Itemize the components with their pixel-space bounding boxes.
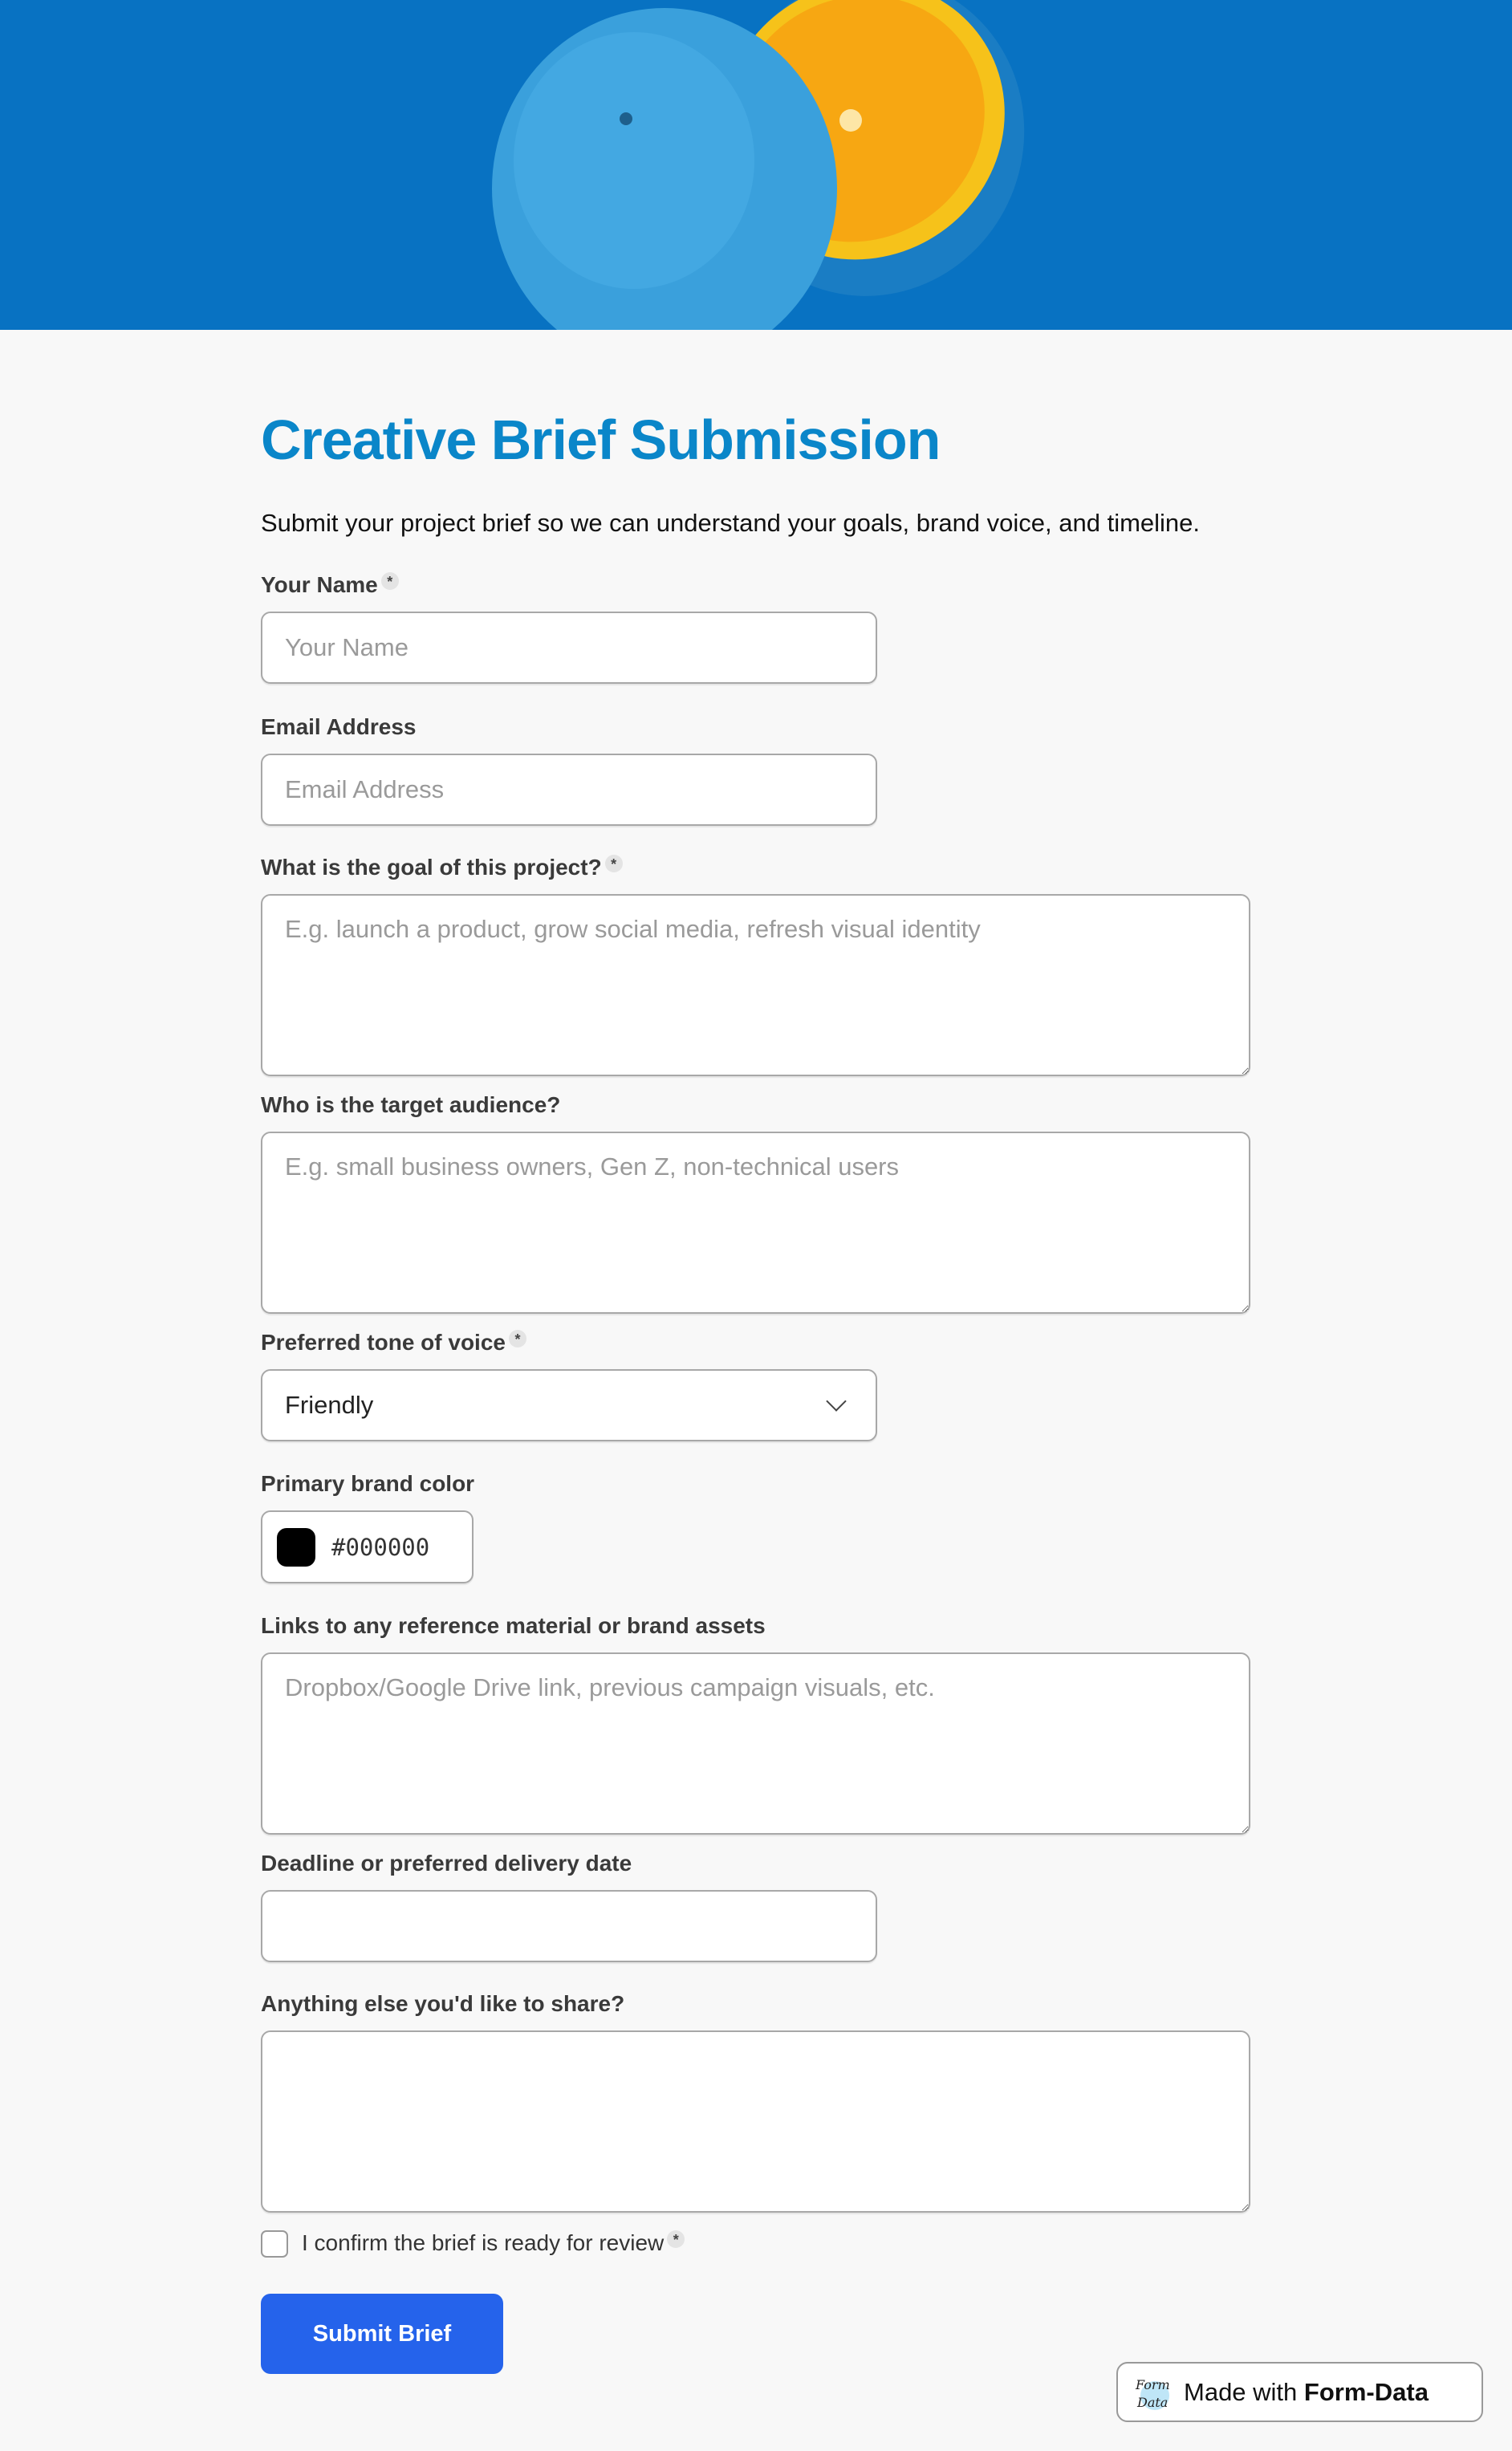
email-label: Email Address [261,714,417,739]
links-textarea[interactable] [261,1652,1250,1835]
confirm-checkbox[interactable] [261,2230,288,2258]
other-label: Anything else you'd like to share? [261,1991,625,2016]
page-title: Creative Brief Submission [261,408,941,471]
color-swatch [277,1528,315,1567]
required-indicator: * [509,1330,526,1347]
submit-button[interactable]: Submit Brief [261,2294,503,2374]
brand-color-label: Primary brand color [261,1471,475,1496]
other-textarea[interactable] [261,2030,1250,2213]
audience-textarea[interactable] [261,1132,1250,1314]
deadline-label: Deadline or preferred delivery date [261,1851,632,1876]
goal-label: What is the goal of this project? * [261,855,623,880]
tone-select[interactable] [261,1369,877,1441]
color-hex-value: #000000 [331,1533,430,1561]
page-description: Submit your project brief so we can understand your goals, brand voice, and timeline. [261,509,1201,537]
tone-label: Preferred tone of voice * [261,1330,526,1356]
badge-brand: Form-Data [1303,2377,1429,2406]
required-indicator: * [381,572,399,590]
required-indicator: * [667,2230,685,2248]
svg-text:Form: Form [1136,2376,1170,2392]
badge-prefix: Made with [1184,2377,1298,2406]
links-label: Links to any reference material or brand assets [261,1613,766,1638]
chevron-down-icon [826,1391,846,1411]
confirm-label: I confirm the brief is ready for review * [302,2230,685,2256]
name-input[interactable] [261,612,877,684]
deadline-input[interactable] [261,1890,877,1962]
email-input[interactable] [261,754,877,826]
orange-illustration [0,0,1512,330]
form-data-logo-icon [1132,2372,1171,2413]
audience-label: Who is the target audience? [261,1092,561,1117]
brand-color-picker[interactable] [261,1510,474,1583]
made-with-badge[interactable] [1116,2362,1483,2422]
name-label: Your Name * [261,572,399,598]
svg-text:Data: Data [1137,2394,1169,2410]
goal-textarea[interactable] [261,894,1250,1076]
tone-selected-value: Friendly [285,1391,374,1419]
required-indicator: * [605,855,623,872]
header-banner-image [0,0,1512,330]
